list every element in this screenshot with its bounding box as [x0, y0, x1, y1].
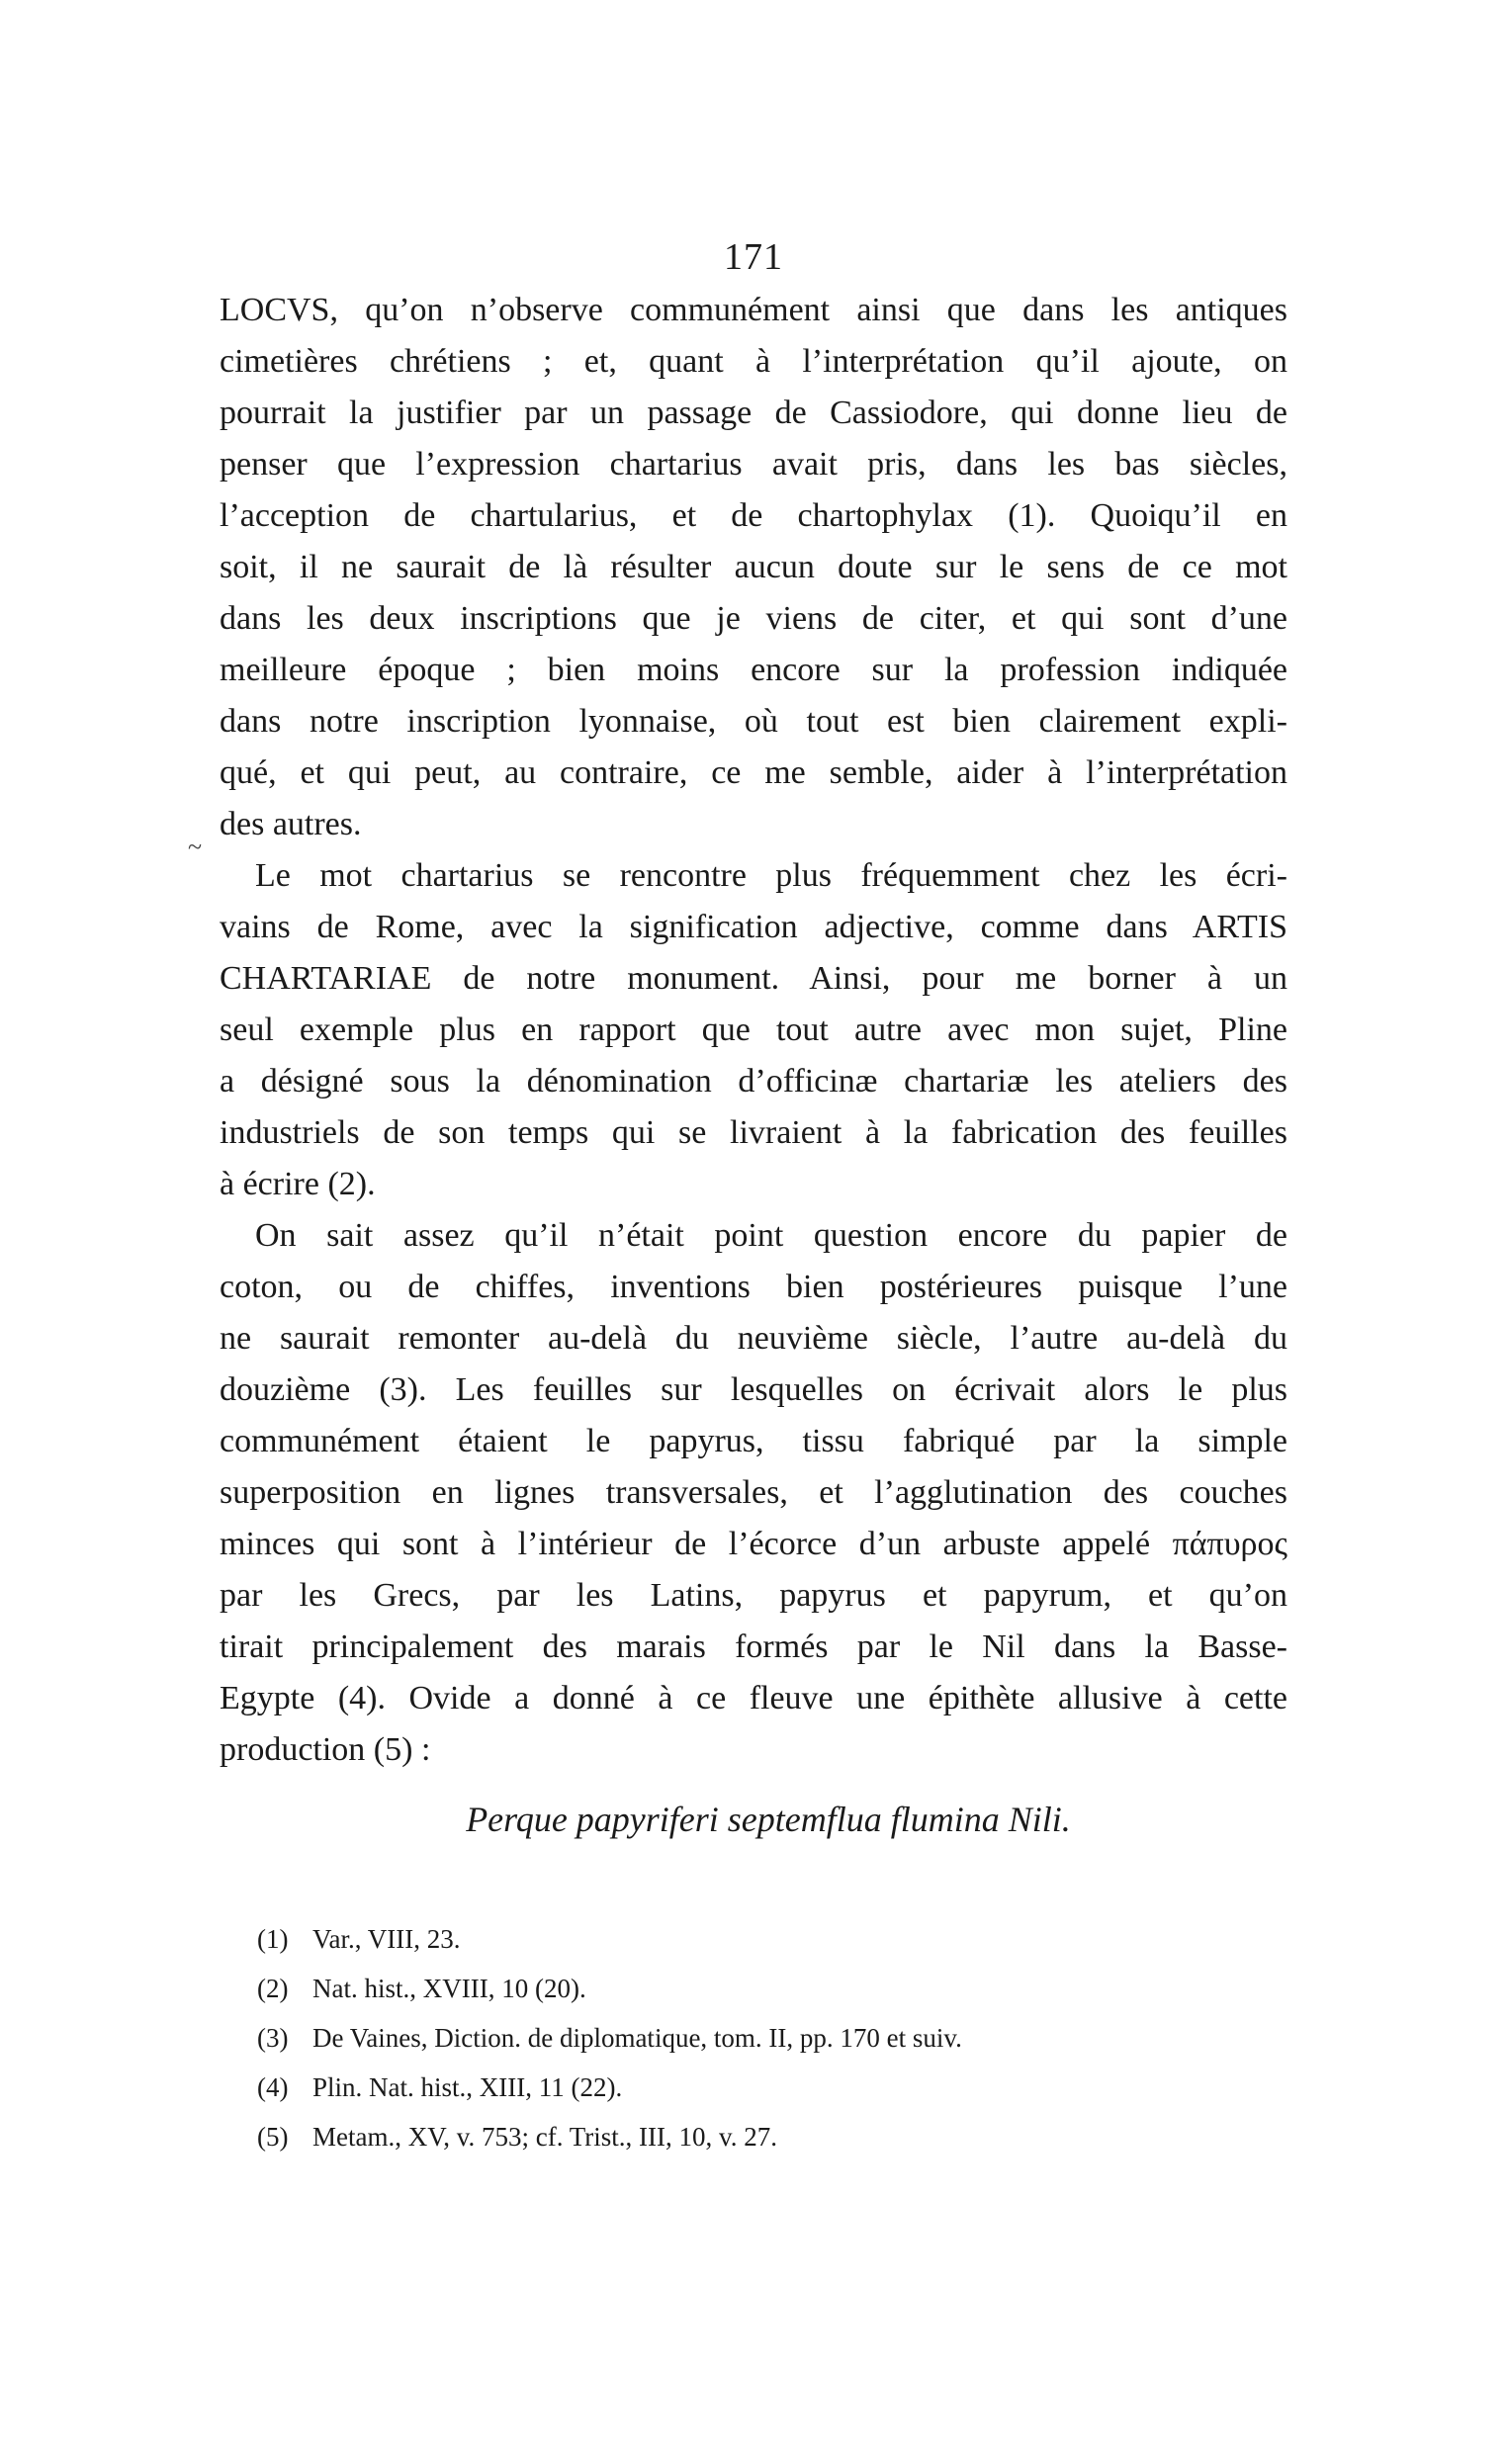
footnote-number: (2)	[257, 1974, 289, 2003]
text-line: CHARTARIAE de notre monument. Ainsi, pour me borner à un	[220, 960, 1287, 997]
footnote-number: (5)	[257, 2122, 289, 2152]
footnote	[257, 1968, 1305, 2009]
footnote-text: Metam., XV, v. 753; cf. Trist., III, 10, v. 27.	[312, 2122, 777, 2152]
text-line: dans notre inscription lyonnaise, où tout est bien clairement expli-	[220, 703, 1287, 740]
verse-quotation: Perque papyriferi septemflua flumina Nili.	[466, 1800, 1071, 1839]
text-line: seul exemple plus en rapport que tout autre avec mon sujet, Pline	[220, 1012, 1287, 1048]
text-line: cimetières chrétiens ; et, quant à l’interprétation qu’il ajoute, on	[220, 343, 1287, 380]
paragraph-3	[220, 1210, 1287, 1776]
text-line: communément étaient le papyrus, tissu fabriqué par la simple	[220, 1423, 1287, 1459]
text-line: dans les deux inscriptions que je viens de citer, et qui sont d’une	[220, 600, 1287, 637]
footnote	[257, 2116, 1305, 2157]
text-line: qué, et qui peut, au contraire, ce me semble, aider à l’interprétation	[220, 754, 1287, 791]
text-line: à écrire (2).	[220, 1166, 376, 1202]
main-text	[220, 285, 1287, 1847]
text-line: industriels de son temps qui se livraient à la fabrication des feuilles	[220, 1114, 1287, 1151]
text-line: Le mot chartarius se rencontre plus fréquemment chez les écri-	[255, 857, 1287, 894]
text-line: a désigné sous la dénomination d’officinæ chartariæ les ateliers des	[220, 1063, 1287, 1100]
text-line: penser que l’expression chartarius avait pris, dans les bas siècles,	[220, 446, 1287, 483]
text-line: superposition en lignes transversales, et l’agglutination des couches	[220, 1474, 1287, 1511]
text-line: des autres.	[220, 806, 362, 842]
text-line: ne saurait remonter au-delà du neuvième siècle, l’autre au-delà du	[220, 1320, 1287, 1357]
page-number: 171	[724, 236, 783, 278]
text-line: Egypte (4). Ovide a donné à ce fleuve une épithète allusive à cette	[220, 1680, 1287, 1716]
footnote-text: Var., VIII, 23.	[312, 1924, 461, 1954]
footnote	[257, 2067, 1305, 2108]
footnote-number: (1)	[257, 1924, 289, 1954]
paragraph-1	[220, 285, 1287, 850]
text-line: tirait principalement des marais formés par le Nil dans la Basse-	[220, 1628, 1287, 1665]
paragraph-2	[220, 850, 1287, 1210]
text-line: coton, ou de chiffes, inventions bien postérieures puisque l’une	[220, 1269, 1287, 1305]
text-line: par les Grecs, par les Latins, papyrus et papyrum, et qu’on	[220, 1577, 1287, 1614]
text-line: pourrait la justifier par un passage de Cassiodore, qui donne lieu de	[220, 395, 1287, 431]
footnotes	[257, 1918, 1305, 2165]
text-line: meilleure époque ; bien moins encore sur la profession indiquée	[220, 652, 1287, 688]
margin-mark: ~	[188, 833, 203, 861]
text-line: vains de Rome, avec la signification adjective, comme dans ARTIS	[220, 909, 1287, 945]
footnote	[257, 2017, 1305, 2059]
text-line: LOCVS, qu’on n’observe communément ainsi que dans les antiques	[220, 292, 1287, 328]
text-line: l’acception de chartularius, et de chartophylax (1). Quoiqu’il en	[220, 497, 1287, 534]
footnote-number: (3)	[257, 2023, 289, 2053]
footnote-text: Nat. hist., XVIII, 10 (20).	[312, 1974, 586, 2003]
text-line: On sait assez qu’il n’était point question encore du papier de	[255, 1217, 1287, 1254]
footnote-text: De Vaines, Diction. de diplomatique, tom. II, pp. 170 et suiv.	[312, 2023, 962, 2053]
footnote-text: Plin. Nat. hist., XIII, 11 (22).	[312, 2072, 623, 2102]
footnote-number: (4)	[257, 2072, 289, 2102]
text-line: production (5) :	[220, 1731, 431, 1768]
footnote	[257, 1918, 1305, 1960]
text-line: soit, il ne saurait de là résulter aucun doute sur le sens de ce mot	[220, 549, 1287, 585]
text-line: minces qui sont à l’intérieur de l’écorce d’un arbuste appelé πάπυρος	[220, 1526, 1287, 1562]
text-line: douzième (3). Les feuilles sur lesquelles on écrivait alors le plus	[220, 1371, 1287, 1408]
